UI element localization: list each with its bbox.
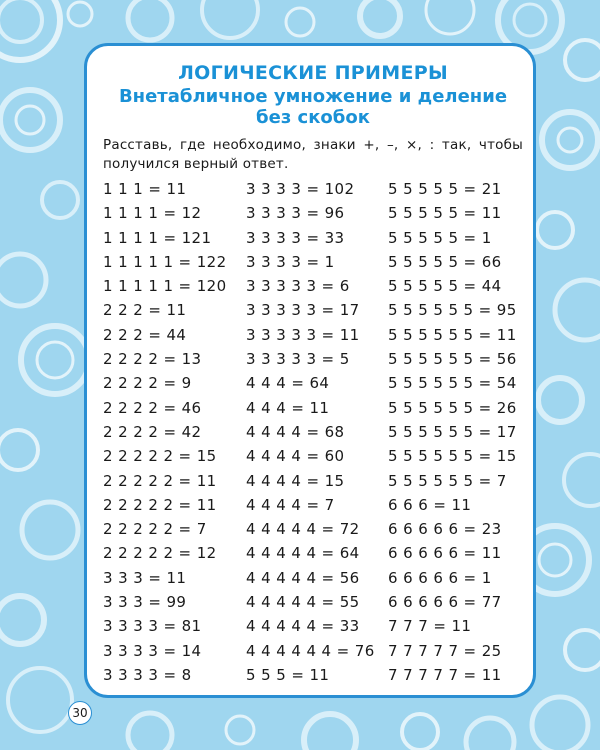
exercise-item: 3 3 3 = 99 (103, 593, 187, 612)
exercise-item: 5 5 5 5 5 5 = 26 (388, 398, 517, 417)
exercise-item: 3 3 3 3 = 1 (246, 252, 335, 271)
exercise-item: 4 4 4 4 = 60 (246, 447, 345, 466)
exercise-item: 6 6 6 = 11 (388, 495, 472, 514)
subtitle-line-1: Внетабличное умножение и деление (118, 86, 508, 107)
exercise-item: 2 2 2 2 2 = 12 (103, 544, 217, 563)
exercise-item: 1 1 1 1 1 = 120 (103, 277, 227, 296)
exercise-item: 6 6 6 6 6 = 23 (388, 520, 502, 539)
exercise-item: 5 5 5 5 5 5 = 15 (388, 447, 517, 466)
exercise-item: 4 4 4 4 = 15 (246, 471, 345, 490)
exercise-item: 5 5 5 5 5 = 44 (388, 277, 502, 296)
exercise-item: 6 6 6 6 6 = 77 (388, 593, 502, 612)
exercise-item: 3 3 3 = 11 (103, 568, 187, 587)
exercise-item: 1 1 1 1 = 121 (103, 228, 212, 247)
exercise-item: 2 2 2 2 = 9 (103, 374, 192, 393)
exercise-item: 3 3 3 3 3 = 6 (246, 277, 350, 296)
exercise-item: 5 5 5 5 5 5 = 95 (388, 301, 517, 320)
page-title: ЛОГИЧЕСКИЕ ПРИМЕРЫ (178, 62, 448, 84)
exercise-item: 3 3 3 3 = 14 (103, 641, 202, 660)
exercise-item: 2 2 2 = 11 (103, 301, 187, 320)
exercise-item: 2 2 2 2 2 = 11 (103, 471, 217, 490)
exercise-item: 2 2 2 2 2 = 7 (103, 520, 207, 539)
exercise-item: 4 4 4 4 = 68 (246, 422, 345, 441)
exercise-item: 3 3 3 3 3 = 17 (246, 301, 360, 320)
exercise-item: 2 2 2 2 2 = 15 (103, 447, 217, 466)
exercise-item: 3 3 3 3 3 = 11 (246, 325, 360, 344)
exercise-item: 7 7 7 = 11 (388, 617, 472, 636)
exercise-item: 5 5 5 = 11 (246, 665, 330, 684)
exercise-card (84, 43, 536, 698)
exercise-item: 5 5 5 5 5 = 21 (388, 180, 502, 198)
exercise-item: 4 4 4 4 4 = 56 (246, 568, 360, 587)
exercise-column-1 (103, 177, 227, 687)
exercise-item: 5 5 5 5 5 5 = 54 (388, 374, 517, 393)
exercise-item: 7 7 7 7 7 = 25 (388, 641, 502, 660)
exercise-item: 3 3 3 3 = 8 (103, 665, 192, 684)
exercise-item: 4 4 4 = 11 (246, 398, 330, 417)
exercise-item: 5 5 5 5 5 = 66 (388, 252, 502, 271)
instruction-text: Расставь, где необходимо, знаки +, –, ×, : так, чтобы получился верный ответ. (103, 137, 523, 172)
exercise-item: 1 1 1 1 1 = 122 (103, 252, 227, 271)
exercise-item: 6 6 6 6 6 = 1 (388, 568, 492, 587)
exercise-item: 3 3 3 3 = 96 (246, 204, 345, 223)
exercise-item: 4 4 4 4 = 7 (246, 495, 335, 514)
exercise-item: 1 1 1 1 = 12 (103, 204, 202, 223)
subtitle-line-2: без скобок (256, 107, 370, 128)
exercise-item: 3 3 3 3 = 102 (246, 180, 355, 198)
exercise-item: 5 5 5 5 5 5 = 56 (388, 350, 517, 369)
exercise-item: 5 5 5 5 5 5 = 17 (388, 422, 517, 441)
exercise-item: 6 6 6 6 6 = 11 (388, 544, 502, 563)
exercise-item: 4 4 4 4 4 4 = 76 (246, 641, 375, 660)
exercise-item: 4 4 4 4 4 = 72 (246, 520, 360, 539)
exercise-item: 4 4 4 = 64 (246, 374, 330, 393)
exercise-item: 5 5 5 5 5 = 1 (388, 228, 492, 247)
exercise-item: 4 4 4 4 4 = 55 (246, 593, 360, 612)
exercise-column-2 (246, 177, 375, 687)
exercise-item: 3 3 3 3 3 = 5 (246, 350, 350, 369)
exercise-item: 1 1 1 = 11 (103, 180, 187, 198)
exercise-column-3 (388, 177, 517, 687)
page-number: 30 (68, 701, 92, 725)
page-subtitle (87, 86, 539, 128)
exercise-item: 2 2 2 2 = 46 (103, 398, 202, 417)
exercise-item: 5 5 5 5 5 5 = 11 (388, 325, 517, 344)
exercise-item: 5 5 5 5 5 = 11 (388, 204, 502, 223)
exercise-item: 2 2 2 2 = 42 (103, 422, 202, 441)
exercise-item: 2 2 2 2 = 13 (103, 350, 202, 369)
exercise-item: 3 3 3 3 = 33 (246, 228, 345, 247)
exercise-item: 4 4 4 4 4 = 33 (246, 617, 360, 636)
exercise-item: 5 5 5 5 5 5 = 7 (388, 471, 507, 490)
exercise-item: 4 4 4 4 4 = 64 (246, 544, 360, 563)
exercise-item: 3 3 3 3 = 81 (103, 617, 202, 636)
exercise-item: 7 7 7 7 7 = 11 (388, 665, 502, 684)
exercise-item: 2 2 2 2 2 = 11 (103, 495, 217, 514)
exercise-item: 2 2 2 = 44 (103, 325, 187, 344)
